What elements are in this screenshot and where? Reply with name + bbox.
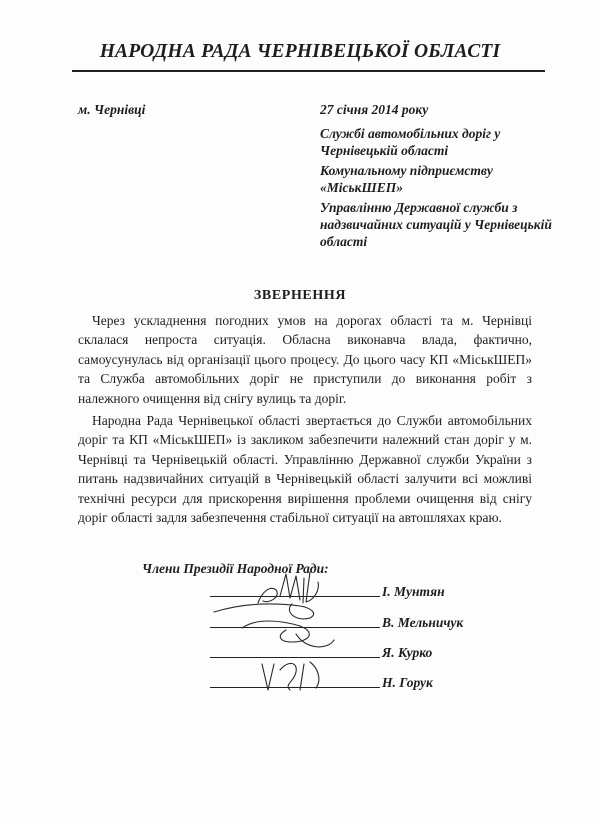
organization-title: НАРОДНА РАДА ЧЕРНІВЕЦЬКОЇ ОБЛАСТІ [99,41,501,62]
signatory-name: В. Мельничук [382,615,464,630]
city: м. Чернівці [78,102,146,117]
signature-line [210,627,380,628]
body-paragraph-1: Через ускладнення погодних умов на дорогах області та м. Чернівці склалася непроста ситуація. Обласна виконавча влада, фактично, самоусунулась від організації цього процесу. До цього часу КП «МіськШЕП» та Служба автомобільних доріг не приступили до виконання робіт з належного очищення від снігу вулиць та доріг. [78,313,532,406]
date: 27 січня 2014 року [320,102,429,117]
signature-row [210,581,540,601]
addressee-emergency-service: Управлінню Державної служби з надзвичайних ситуацій у Чернівецькій області [320,200,552,249]
signature-row [210,642,540,662]
signature-row [210,672,540,692]
addressee-misksHEP: Комунальному підприємству «МіськШЕП» [320,163,493,195]
signatory-name: І. Мунтян [382,584,445,599]
document-heading: ЗВЕРНЕННЯ [253,288,347,303]
signature-row [210,612,540,632]
signature-line [210,596,380,597]
signature-line [210,657,380,658]
title-divider [72,70,545,72]
body-paragraph-2: Народна Рада Чернівецької області звертається до Служби автомобільних доріг та КП «МіськШЕП» із закликом забезпечити належний стан доріг у м. Чернівці та Чернівецькій області. Управлінню Державної служби України з питань надзвичайних ситуацій в Чернівецькій області залучити всі можливі технічні ресурси для прискорення вирішення проблеми очищення від снігу доріг області задля забезпечення стабільної ситуації на автошляхах краю. [78,413,532,526]
signatures-label: Члени Президії Народної Ради: [142,561,329,576]
signatory-name: Я. Курко [382,645,433,660]
signature-line [210,687,380,688]
signatory-name: Н. Горук [382,675,433,690]
addressee-road-service: Службі автомобільних доріг у Чернівецькій області [320,126,501,158]
